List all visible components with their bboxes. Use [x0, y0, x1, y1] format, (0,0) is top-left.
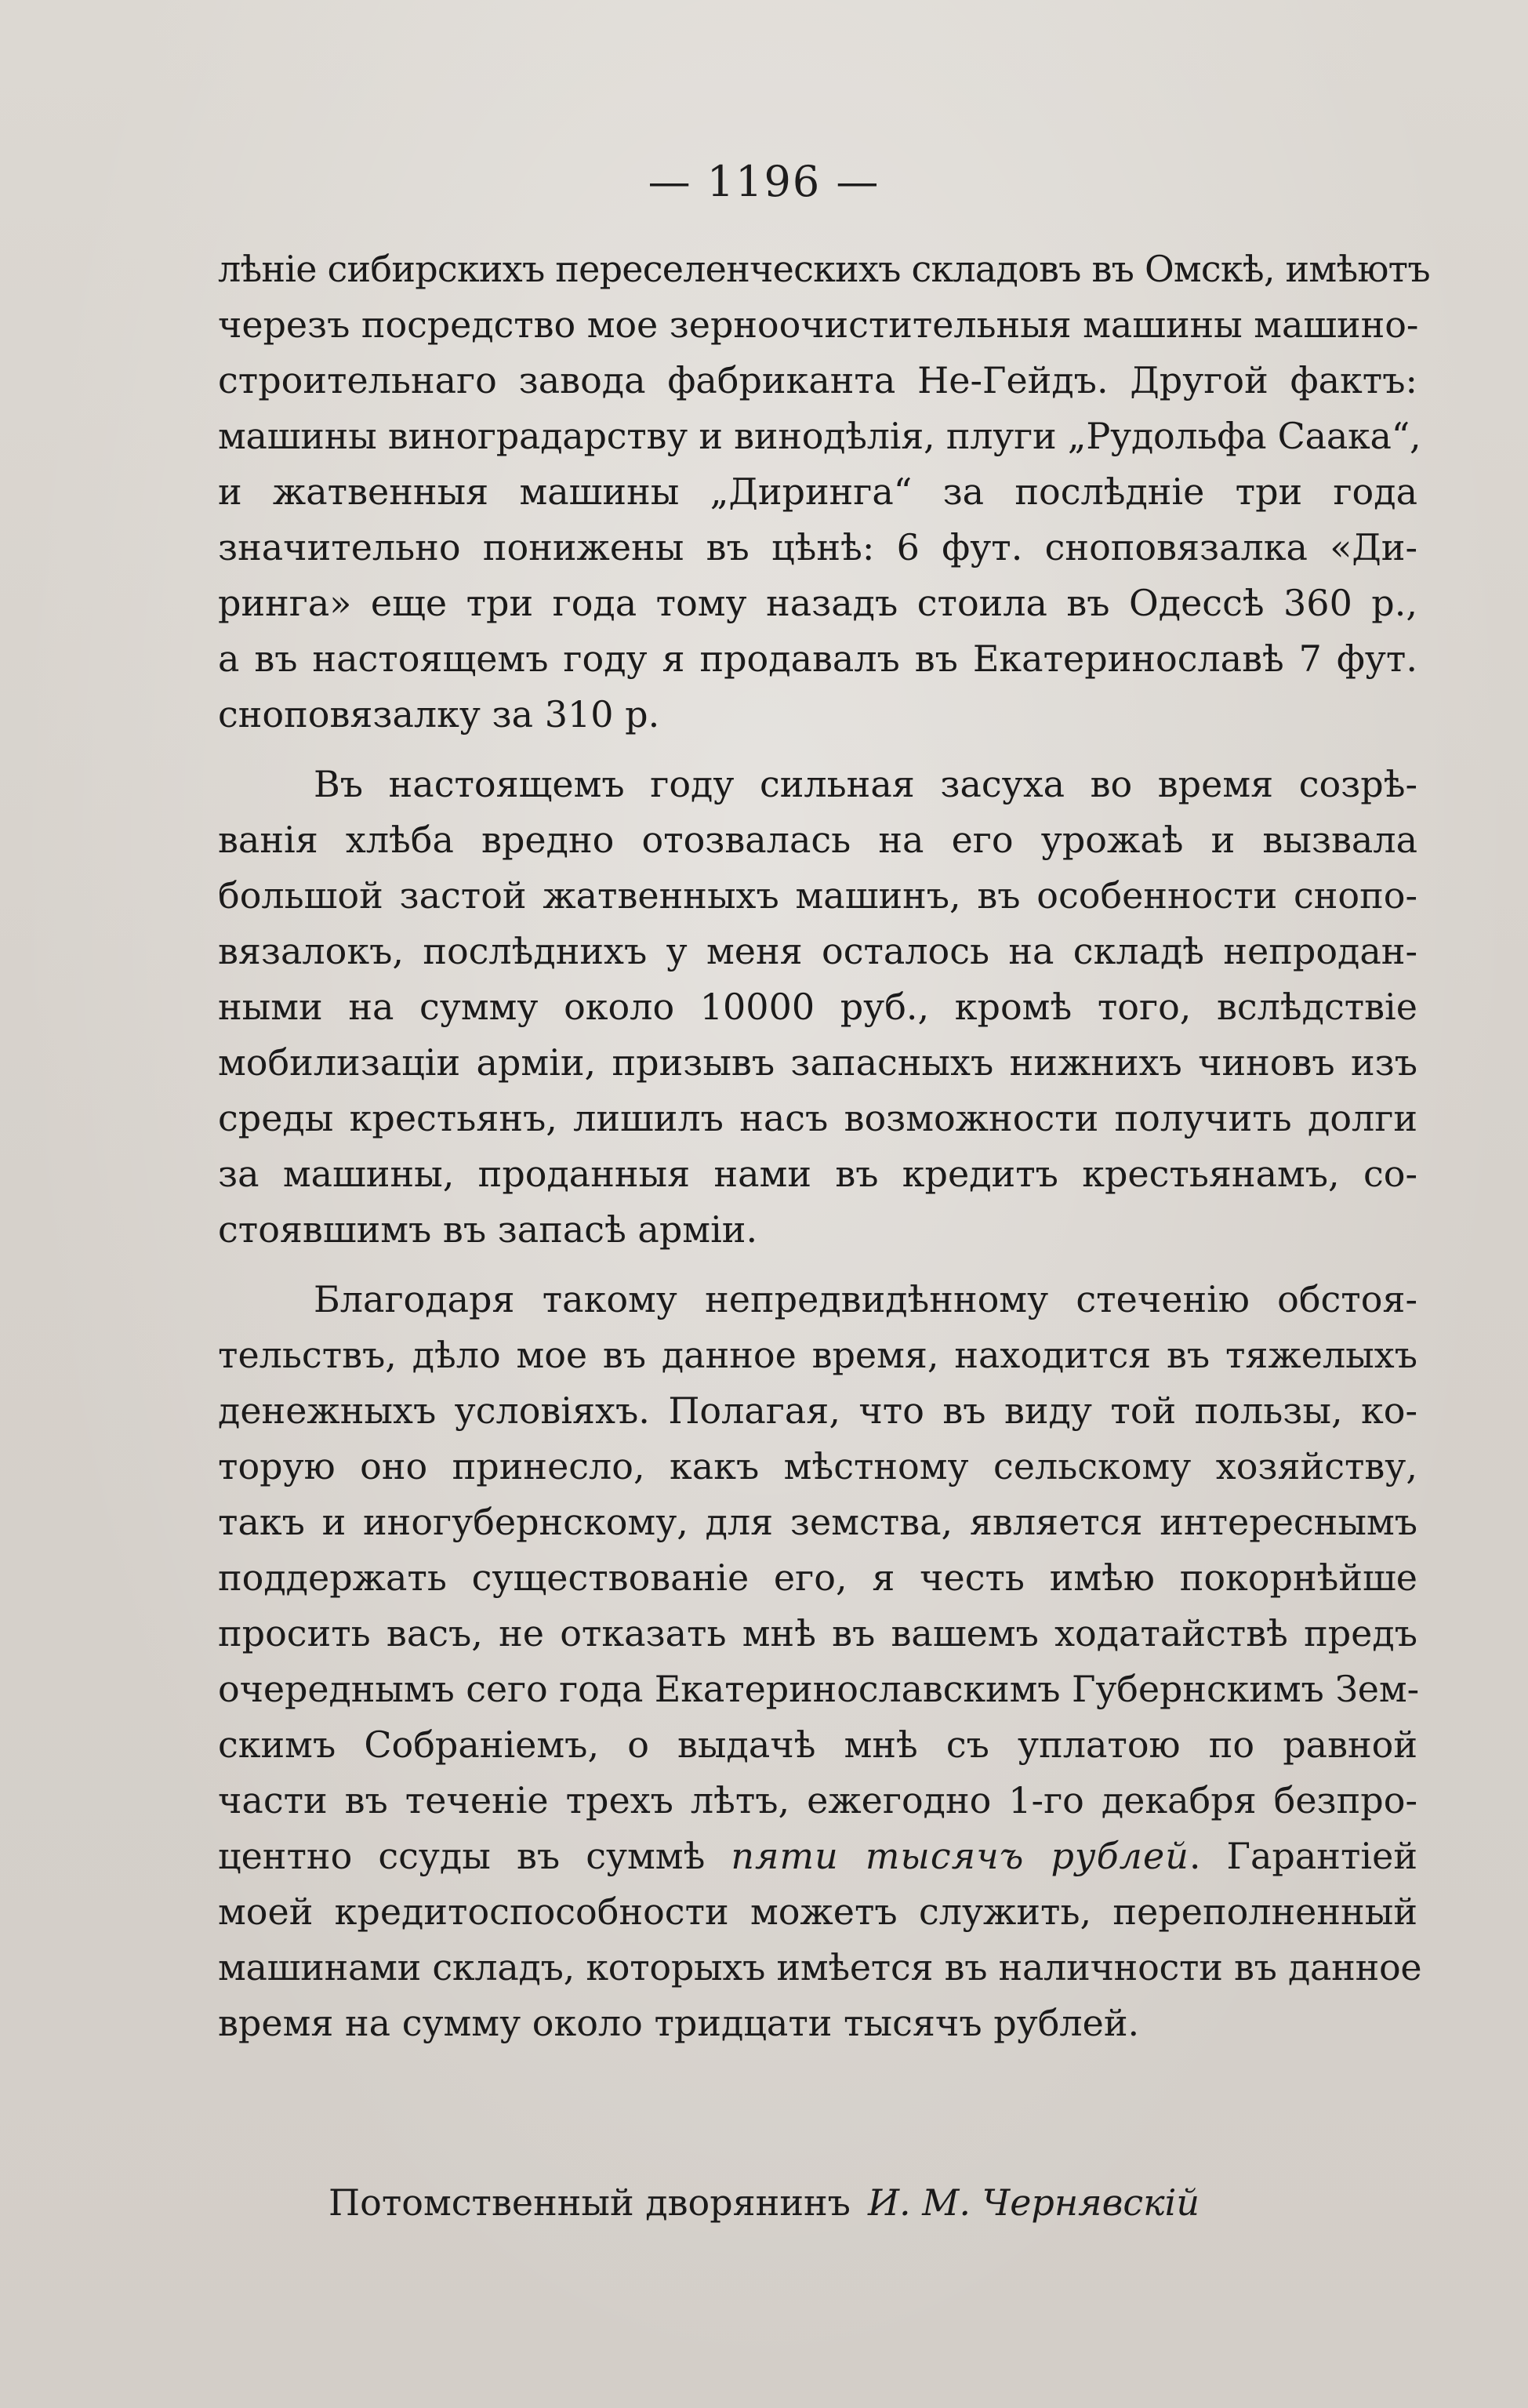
text-line: мобилизаціи арміи, призывъ запасныхъ нижнихъ чиновъ изъ — [218, 1041, 1417, 1084]
text-line: сноповязалку за 310 р. — [218, 693, 660, 735]
text-line: строительнаго завода фабриканта Не-Гейдъ. Другой фактъ: — [218, 359, 1417, 401]
text-line: ринга» еще три года тому назадъ стоила въ Одессѣ 360 р., — [218, 582, 1417, 624]
text-line: большой застой жатвенныхъ машинъ, въ особенности снопо- — [218, 874, 1417, 917]
text-line: моей кредитоспособности можетъ служить, переполненный — [218, 1890, 1417, 1933]
text-line: тельствъ, дѣло мое въ данное время, находится въ тяжелыхъ — [218, 1334, 1417, 1376]
text-line: Въ настоящемъ году сильная засуха во время созрѣ- — [314, 763, 1417, 805]
paragraph-3 — [218, 1272, 1422, 2051]
text-line: значительно понижены въ цѣнѣ: 6 фут. сноповязалка «Ди- — [218, 526, 1417, 568]
text-line: такъ и иногубернскому, для земства, является интереснымъ — [218, 1501, 1417, 1543]
signature-name: И. М. Чернявскій — [867, 2181, 1200, 2224]
text-line: машинами складъ, которыхъ имѣется въ наличности въ данное — [218, 1946, 1422, 1989]
text-line: черезъ посредство мое зерноочистительныя машины машино- — [218, 303, 1419, 346]
text-line: Благодаря такому непредвидѣнному стеченію обстоя- — [314, 1278, 1417, 1320]
paragraph-1 — [218, 242, 1430, 743]
paragraph-2 — [218, 757, 1417, 1258]
page-number: — 1196 — — [648, 157, 880, 206]
text-line: просить васъ, не отказать мнѣ въ вашемъ ходатайствѣ предъ — [218, 1612, 1417, 1654]
signature-title: Потомственный дворянинъ — [328, 2181, 851, 2224]
text-line: а въ настоящемъ году я продавалъ въ Екатеринославѣ 7 фут. — [218, 637, 1417, 680]
text-line: машины виноградарству и винодѣлія, плуги „Рудольфа Саака“, — [218, 415, 1421, 457]
body-text — [218, 242, 1430, 2051]
paragraph-gap — [218, 743, 1417, 757]
text-line: лѣніе сибирскихъ переселенческихъ складовъ въ Омскѣ, имѣютъ — [218, 248, 1430, 290]
text-line: торую оно принесло, какъ мѣстному сельскому хозяйству, — [218, 1445, 1417, 1487]
text-line: время на сумму около тридцати тысячъ рублей. — [218, 2002, 1140, 2044]
emphasized-amount: пяти тысячъ рублей — [731, 1835, 1189, 1877]
text-line: очереднымъ сего года Екатеринославскимъ Губернскимъ Зем- — [218, 1668, 1420, 1710]
text-line: ными на сумму около 10000 руб., кромѣ того, вслѣдствіе — [218, 986, 1417, 1028]
text-line: денежныхъ условіяхъ. Полагая, что въ виду той пользы, ко- — [218, 1389, 1417, 1432]
text-line: вязалокъ, послѣднихъ у меня осталось на складѣ непродан- — [218, 930, 1417, 972]
text-fragment: центно ссуды въ суммѣ — [218, 1835, 731, 1877]
text-line: части въ теченіе трехъ лѣтъ, ежегодно 1-го декабря безпро- — [218, 1779, 1417, 1821]
signature — [0, 2181, 1528, 2224]
text-line: среды крестьянъ, лишилъ насъ возможности получить долги — [218, 1097, 1417, 1139]
text-line: и жатвенныя машины „Диринга“ за послѣдніе три года — [218, 470, 1417, 513]
text-line: ванія хлѣба вредно отозвалась на его урожаѣ и вызвала — [218, 819, 1417, 861]
text-line: за машины, проданныя нами въ кредитъ крестьянамъ, со- — [218, 1153, 1417, 1195]
text-line-with-emphasis — [218, 1829, 1417, 1884]
paragraph-gap — [218, 1258, 1417, 1272]
text-fragment: . Гарантіей — [1189, 1835, 1417, 1877]
text-line: скимъ Собраніемъ, о выдачѣ мнѣ съ уплатою по равной — [218, 1723, 1417, 1766]
text-line: стоявшимъ въ запасѣ арміи. — [218, 1208, 758, 1251]
text-line: поддержать существованіе его, я честь имѣю покорнѣйше — [218, 1556, 1417, 1599]
